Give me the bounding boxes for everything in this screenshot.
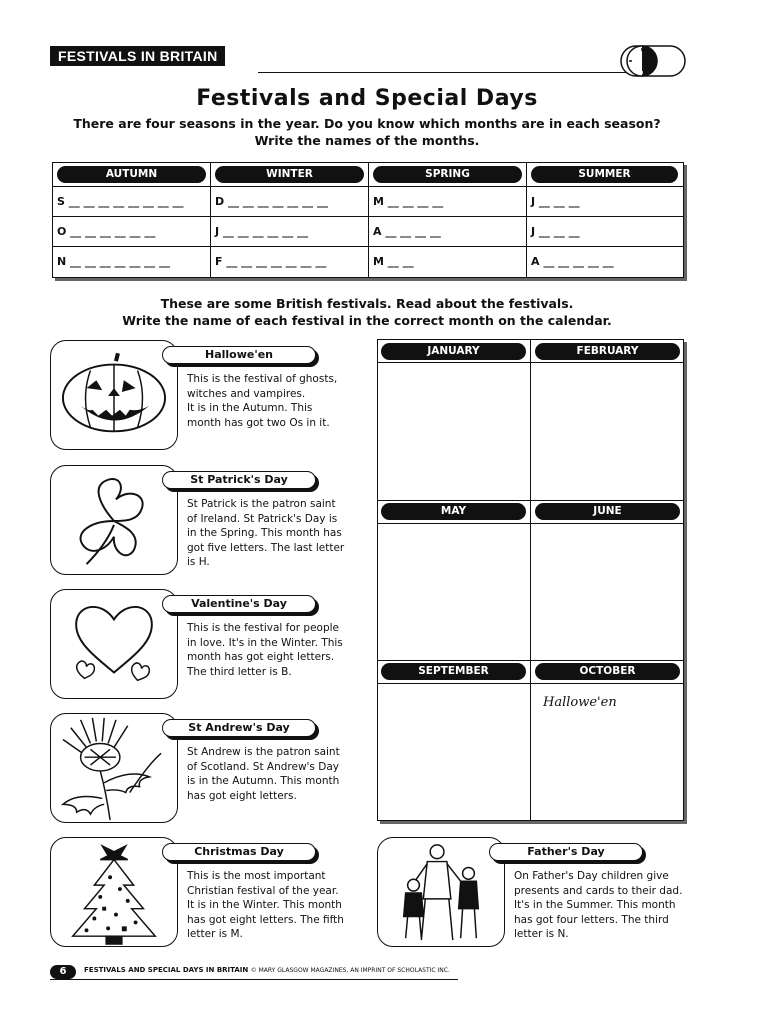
festival-description xyxy=(187,621,367,679)
season-header: SUMMER xyxy=(531,166,678,183)
festival-intro-line-2: Write the name of each festival in the correct month on the calendar. xyxy=(122,313,612,328)
description-line: of Scotland. St Andrew's Day xyxy=(187,760,339,773)
description-line: It is in the Winter. This month xyxy=(187,899,342,911)
footer-rule xyxy=(50,979,458,980)
month-blank[interactable]: A __ __ __ __ __ xyxy=(531,255,614,268)
calendar-entry-october[interactable]: Hallowe'en xyxy=(543,695,617,710)
description-line: got five letters. The last letter xyxy=(187,541,345,554)
festival-name-label: Christmas Day xyxy=(162,843,316,861)
description-line: letter is N. xyxy=(514,928,569,940)
festival-name-label: St Patrick's Day xyxy=(162,471,316,489)
page-number: 6 xyxy=(50,965,76,979)
description-line: in love. It's in the Winter. This xyxy=(187,636,343,649)
festival-description xyxy=(187,745,367,803)
intro-line-2: Write the names of the months. xyxy=(254,133,480,148)
month-header-june: JUNE xyxy=(535,503,680,520)
season-column-summer xyxy=(527,163,682,277)
month-blank[interactable]: O __ __ __ __ __ __ xyxy=(57,225,156,238)
month-blank[interactable]: J __ __ __ xyxy=(531,225,580,238)
month-header-september: SEPTEMBER xyxy=(381,663,526,680)
month-blank[interactable]: N __ __ __ __ __ __ __ xyxy=(57,255,171,268)
festival-calendar xyxy=(377,339,684,821)
description-line: St Andrew is the patron saint xyxy=(187,746,340,758)
description-line: of Ireland. St Patrick's Day is xyxy=(187,512,338,525)
month-blank[interactable]: J __ __ __ __ __ __ xyxy=(215,225,309,238)
heart-icon xyxy=(50,589,178,699)
month-blank[interactable]: J __ __ __ xyxy=(531,195,580,208)
description-line: has got four letters. The third xyxy=(514,913,669,926)
shamrock-icon xyxy=(50,465,178,575)
month-blank[interactable]: F __ __ __ __ __ __ __ xyxy=(215,255,327,268)
description-line: month has got eight letters. xyxy=(187,651,335,663)
christmas-tree-icon xyxy=(50,837,178,947)
description-line: has got eight letters. xyxy=(187,789,297,802)
family-icon xyxy=(377,837,505,947)
festival-name-label: Hallowe'en xyxy=(162,346,316,364)
calendar-rule xyxy=(378,523,683,524)
season-column-winter xyxy=(211,163,369,277)
description-line: letter is M. xyxy=(187,928,243,940)
month-blank[interactable]: A __ __ __ __ xyxy=(373,225,441,238)
calendar-divider xyxy=(530,340,531,820)
footer-title xyxy=(84,966,450,974)
intro-line-1: There are four seasons in the year. Do you know which months are in each season? xyxy=(73,116,661,131)
footer-title-text: FESTIVALS AND SPECIAL DAYS IN BRITAIN xyxy=(84,966,249,974)
festival-name-label: Valentine's Day xyxy=(162,595,316,613)
footer-copyright: © MARY GLASGOW MAGAZINES, AN IMPRINT OF SCHOLASTIC INC. xyxy=(250,967,450,974)
description-line: presents and cards to their dad. xyxy=(514,884,683,897)
description-line: It's in the Summer. This month xyxy=(514,899,676,911)
season-header: AUTUMN xyxy=(57,166,206,183)
thistle-icon xyxy=(50,713,178,823)
calendar-rule xyxy=(378,362,683,363)
description-line: is in the Autumn. This month xyxy=(187,775,340,787)
season-column-spring xyxy=(369,163,527,277)
month-header-may: MAY xyxy=(381,503,526,520)
seasons-table xyxy=(52,162,684,278)
festival-description xyxy=(187,497,367,570)
description-line: Christian festival of the year. xyxy=(187,884,339,897)
calendar-rule xyxy=(378,683,683,684)
festival-name-label: St Andrew's Day xyxy=(162,719,316,737)
description-line: On Father's Day children give xyxy=(514,870,669,882)
description-line: It is in the Autumn. This xyxy=(187,402,313,414)
festival-intro-line-1: These are some British festivals. Read about the festivals. xyxy=(160,296,574,311)
month-blank[interactable]: S __ __ __ __ __ __ __ __ xyxy=(57,195,184,208)
page-title: Festivals and Special Days xyxy=(196,86,538,111)
description-line: This is the festival of ghosts, xyxy=(187,373,338,385)
header-rule xyxy=(258,72,628,73)
calendar-rule xyxy=(378,660,683,661)
festival-description xyxy=(187,869,367,942)
festival-description xyxy=(514,869,694,942)
month-blank[interactable]: M __ __ xyxy=(373,255,414,268)
description-line: This is the most important xyxy=(187,870,326,882)
season-column-autumn xyxy=(53,163,211,277)
month-blank[interactable]: M __ __ __ __ xyxy=(373,195,444,208)
clock-icon xyxy=(620,42,688,80)
section-tag: FESTIVALS IN BRITAIN xyxy=(50,46,225,66)
month-blank[interactable]: D __ __ __ __ __ __ __ xyxy=(215,195,328,208)
season-header: WINTER xyxy=(215,166,364,183)
description-line: witches and vampires. xyxy=(187,387,306,400)
description-line: month has got two Os in it. xyxy=(187,416,330,429)
month-header-october: OCTOBER xyxy=(535,663,680,680)
festival-name-label: Father's Day xyxy=(489,843,643,861)
festival-description xyxy=(187,372,367,430)
pumpkin-icon xyxy=(50,340,178,450)
description-line: The third letter is B. xyxy=(187,665,292,678)
season-header: SPRING xyxy=(373,166,522,183)
description-line: St Patrick is the patron saint xyxy=(187,498,336,510)
calendar-rule xyxy=(378,500,683,501)
description-line: in the Spring. This month has xyxy=(187,527,342,539)
month-header-february: FEBRUARY xyxy=(535,343,680,360)
description-line: has got eight letters. The fifth xyxy=(187,913,344,926)
description-line: This is the festival for people xyxy=(187,622,340,634)
month-header-january: JANUARY xyxy=(381,343,526,360)
description-line: is H. xyxy=(187,556,210,568)
